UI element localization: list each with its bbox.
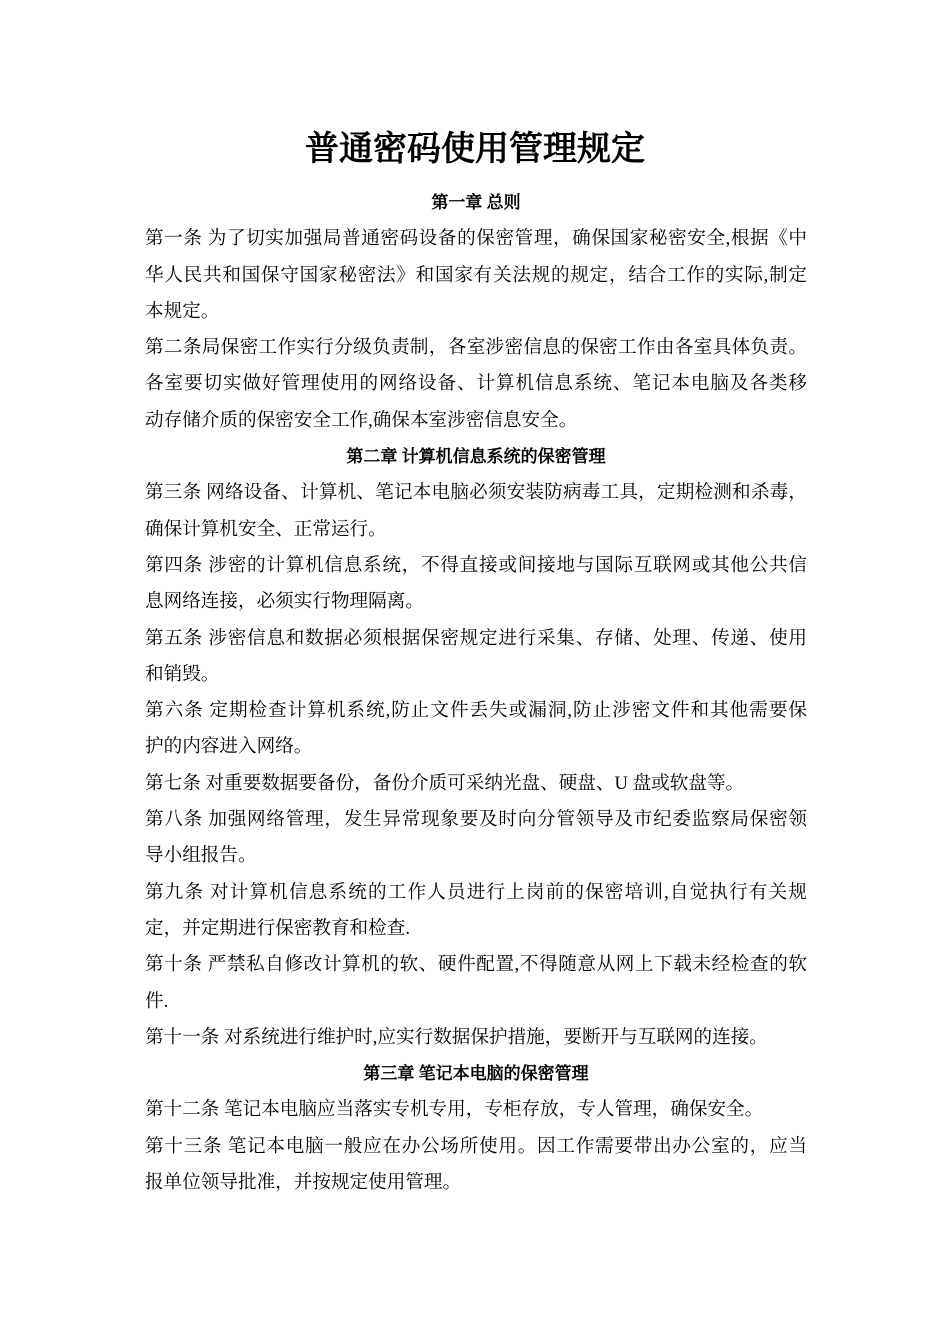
paragraph-line: 第八条 加强网络管理，发生异常现象要及时向分管领导及市纪委监察局保密领 xyxy=(145,809,807,831)
paragraph-line: 动存储介质的保密安全工作,确保本室涉密信息安全。 xyxy=(145,409,578,431)
paragraph-line: 第七条 对重要数据要备份，备份介质可采纳光盘、硬盘、U 盘或软盘等。 xyxy=(145,772,745,794)
paragraph-line: 第三条 网络设备、计算机、笔记本电脑必须安装防病毒工具，定期检测和杀毒， xyxy=(145,482,807,504)
paragraph-line: 导小组报告。 xyxy=(145,845,257,867)
paragraph-line: 第四条 涉密的计算机信息系统，不得直接或间接地与国际互联网或其他公共信 xyxy=(145,554,807,576)
document-body xyxy=(145,185,807,1201)
paragraph-line: 华人民共和国保守国家秘密法》和国家有关法规的规定，结合工作的实际,制定 xyxy=(145,264,807,286)
article-paragraph xyxy=(145,1092,807,1128)
article-paragraph xyxy=(145,330,807,439)
paragraph-line: 件. xyxy=(145,990,169,1012)
article-paragraph xyxy=(145,802,807,875)
article-paragraph xyxy=(145,875,807,948)
article-paragraph xyxy=(145,1020,807,1056)
chapter-heading-text: 第一章 总则 xyxy=(431,193,521,212)
paragraph-line: 第九条 对计算机信息系统的工作人员进行上岗前的保密培训,自觉执行有关规 xyxy=(145,881,807,903)
paragraph-line: 本规定。 xyxy=(145,300,220,322)
document-title: 普通密码使用管理规定 xyxy=(305,131,645,168)
article-paragraph xyxy=(145,693,807,766)
chapter-heading-text: 第三章 笔记本电脑的保密管理 xyxy=(363,1064,589,1084)
paragraph-line: 第十三条 笔记本电脑一般应在办公场所使用。因工作需要带出办公室的，应当 xyxy=(145,1135,807,1157)
paragraph-line: 第十一条 对系统进行维护时,应实行数据保护措施，要断开与互联网的连接。 xyxy=(145,1026,768,1048)
article-paragraph xyxy=(145,947,807,1020)
chapter-heading-text: 第二章 计算机信息系统的保密管理 xyxy=(346,447,606,467)
chapter-heading xyxy=(145,1056,807,1092)
paragraph-line: 和销毁。 xyxy=(145,663,220,685)
article-paragraph xyxy=(145,475,807,548)
paragraph-line: 第二条局保密工作实行分级负责制，各室涉密信息的保密工作由各室具体负责。 xyxy=(145,337,807,359)
article-paragraph xyxy=(145,548,807,621)
paragraph-line: 报单位领导批准，并按规定使用管理。 xyxy=(145,1172,462,1194)
paragraph-line: 各室要切实做好管理使用的网络设备、计算机信息系统、笔记本电脑及各类移 xyxy=(145,373,807,395)
paragraph-line: 第十二条 笔记本电脑应当落实专机专用，专柜存放，专人管理，确保安全。 xyxy=(145,1099,764,1121)
paragraph-line: 护的内容进入网络。 xyxy=(145,736,313,758)
article-paragraph xyxy=(145,766,807,802)
paragraph-line: 第六条 定期检查计算机系统,防止文件丢失或漏洞,防止涉密文件和其他需要保 xyxy=(145,700,807,722)
chapter-heading xyxy=(145,185,807,221)
paragraph-line: 息网络连接，必须实行物理隔离。 xyxy=(145,591,424,613)
article-paragraph xyxy=(145,221,807,330)
article-paragraph xyxy=(145,621,807,694)
paragraph-line: 第十条 严禁私自修改计算机的软、硬件配置,不得随意从网上下载未经检查的软 xyxy=(145,954,807,976)
paragraph-line: 第一条 为了切实加强局普通密码设备的保密管理，确保国家秘密安全,根据《中 xyxy=(145,228,807,250)
chapter-heading xyxy=(145,439,807,475)
paragraph-line: 定，并定期进行保密教育和检查. xyxy=(145,917,410,939)
paragraph-line: 第五条 涉密信息和数据必须根据保密规定进行采集、存储、处理、传递、使用 xyxy=(145,627,807,649)
article-paragraph xyxy=(145,1129,807,1202)
paragraph-line: 确保计算机安全、正常运行。 xyxy=(145,518,387,540)
